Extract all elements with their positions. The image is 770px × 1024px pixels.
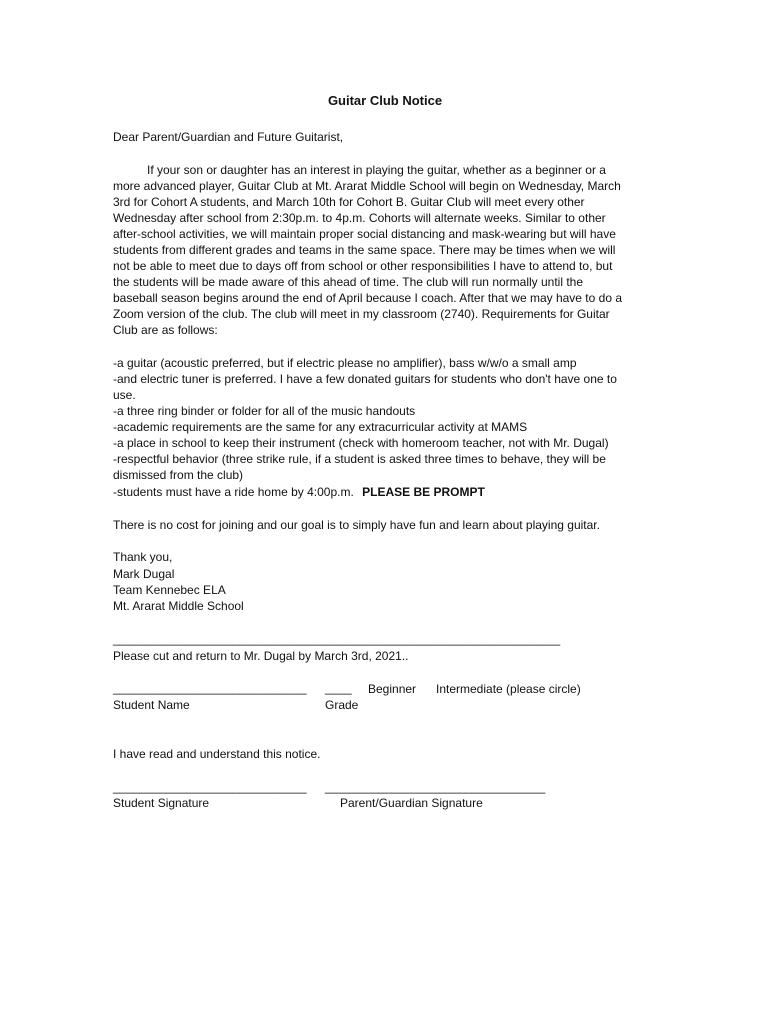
requirement-line: dismissed from the club) [113,468,244,482]
sender-school: Mt. Ararat Middle School [113,599,244,613]
requirement-line: -a place in school to keep their instrument (check with homeroom teacher, not with Mr. Dugal) [113,436,609,450]
sender-name: Mark Dugal [113,567,175,581]
paragraph-line: not be able to meet due to days off from school or other responsibilities I have to attend to, but [113,259,613,273]
paragraph-line: Zoom version of the club. The club will meet in my classroom (2740). Requirements for Guitar [113,307,610,321]
requirement-line: -respectful behavior (three strike rule, if a student is asked three times to behave, they will be [113,452,606,466]
paragraph-line: If your son or daughter has an interest in playing the guitar, whether as a beginner or a [147,163,606,177]
cut-line: ___________________________________________________________________ [113,632,561,646]
acknowledgement: I have read and understand this notice. [113,747,321,761]
paragraph-line: Wednesday after school from 2:30p.m. to 4p.m. Cohorts will alternate weeks. Similar to other [113,211,606,225]
paragraph-line: Club are as follows: [113,323,218,337]
level-intermediate-option[interactable]: Intermediate (please circle) [436,682,581,696]
ride-home-text: -students must have a ride home by 4:00p.m. [113,485,354,499]
parent-signature-label: Parent/Guardian Signature [340,796,483,810]
parent-signature-blank[interactable]: _________________________________ [325,780,546,794]
level-beginner-option[interactable]: Beginner [368,682,417,696]
cost-statement: There is no cost for joining and our goal is to simply have fun and learn about playing guitar. [113,518,600,532]
paragraph-line: more advanced player, Guitar Club at Mt. Ararat Middle School will begin on Wednesday, March [113,179,621,193]
student-name-blank[interactable]: _____________________________ [113,681,307,695]
grade-blank[interactable]: ____ [325,681,352,695]
sender-team: Team Kennebec ELA [113,583,226,597]
requirement-line: -and electric tuner is preferred. I have a few donated guitars for students who don't have one to [113,372,617,386]
paragraph-line: baseball season begins around the end of April because I coach. After that we may have to do a [113,291,623,305]
requirement-line: -academic requirements are the same for any extracurricular activity at MAMS [113,420,528,434]
student-name-label: Student Name [113,698,190,712]
requirement-line: use. [113,388,136,402]
please-be-prompt: PLEASE BE PROMPT [362,485,485,499]
requirement-line: -a guitar (acoustic preferred, but if electric please no amplifier), bass w/w/o a small amp [113,356,577,370]
student-signature-label: Student Signature [113,796,210,810]
student-signature-blank[interactable]: _____________________________ [113,780,307,794]
notice-title: Guitar Club Notice [327,93,443,108]
paragraph-line: 3rd for Cohort A students, and March 10th for Cohort B. Guitar Club will meet every other [113,195,585,209]
ride-home-requirement [113,484,485,500]
requirement-line: -a three ring binder or folder for all of the music handouts [113,404,416,418]
grade-label: Grade [325,698,359,712]
paragraph-line: the students will be made aware of this ahead of time. The club will run normally until the [113,275,584,289]
salutation: Dear Parent/Guardian and Future Guitarist, [113,130,344,144]
closing: Thank you, [113,550,173,564]
paragraph-line: students from different grades and teams in the same space. There may be times when we will [113,243,616,257]
paragraph-line: after-school activities, we will maintain proper social distancing and mask-wearing but will have [113,227,616,241]
return-instruction: Please cut and return to Mr. Dugal by March 3rd, 2021.. [113,649,409,663]
